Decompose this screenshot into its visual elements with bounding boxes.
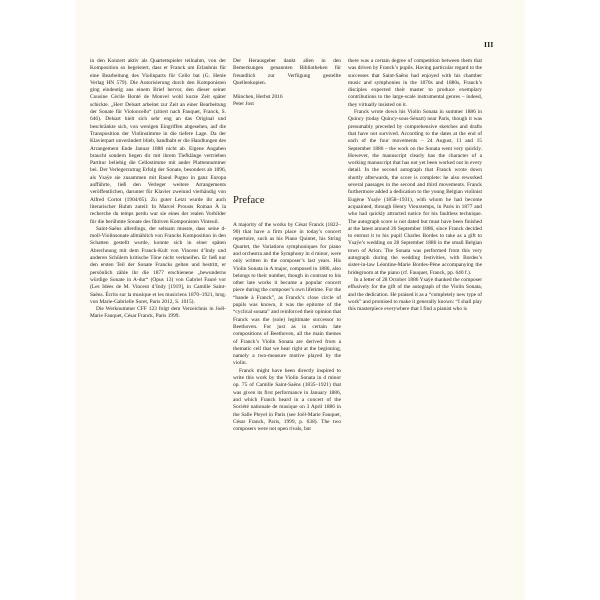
author-name: Peter Jost — [233, 101, 254, 108]
paragraph: Die Werknummer CFF 123 folgt dem Verzeichnis in Joël-Marie Fauquet, César Franck, Paris 1999. — [90, 306, 226, 320]
book-page — [75, 0, 525, 600]
paragraph: Franck wrote down his Violin Sonata in summer 1886 in Quincy (today Quincy-sous-Sénart) near Paris, though it was presumably preceded by comprehensive sketches and drafts that have not survived. According to the dates at the end of each of the four movements – 24 August, 11 and 15 September 1886 – the work on the Sonata went very quickly. However, the manuscript clearly has the character of a working manuscript that has not yet been worked out in every detail. In the second autograph that Franck wrote down shortly afterwards, the score is complete: he also reworked several passages in the second and third movements. Franck furthermore added a dedication to the young Belgian violinist Eugène Ysaÿe (1858–1931), with whom he had become acquainted, through Henry Vieuxtemps, in Paris in 1877 and who had quickly attracted notice for his faultless technique. The autograph score is not dated but must have been finished at the latest around 26 September 1886, since Franck decided to entrust it to his pupil Charles Bordes to take as a gift to Ysaÿe’s wedding on 28 September 1886 in the small Belgian town of Arlon. The Sonata was performed from this very autograph during the wedding festivities, with Bordes’s sister-in-law Léontine-Marie Bordes-Pène accompanying the bridegroom at the piano (cf. Fauquet, Franck, pp. 640 f.). — [348, 109, 482, 276]
paragraph: A majority of the works by César Franck (1822–90) that have a firm place in today’s concert repertoire, such as his Piano Quintet, his String Quartet, the Variations symphoniques for piano and orchestra and the Symphony in d minor, were only written in the composer’s last years. His Violin Sonata in A major, composed in 1886, also belongs to their number, though in contrast to his other late works it became a popular concert piece during the composer’s own lifetime. For the “bande à Franck”, as Franck’s close circle of pupils was known, it was the epitome of the “cyclical sonata” and reinforced their opinion that Franck was the (sole) legitimate successor to Beethoven. For just as in certain late compositions of Beethoven, all the main themes of Franck’s Violin Sonata are derived from a thematic cell that we hear right at the beginning, namely a two-measure motive played by the violin. — [233, 221, 341, 367]
english-text-column — [348, 58, 482, 313]
place-date: München, Herbst 2016 — [233, 94, 283, 101]
section-heading: Preface — [233, 194, 265, 206]
page-number: III — [484, 40, 494, 49]
german-text-column — [90, 58, 226, 321]
paragraph: Saint-Saëns allerdings, der seltsam musste, dass seine d-moll-Violinsonate allmählich von Francks Komposition in den Schatten gestellt wurde, konnte sich in einer späten Abrechnung mit dem Franck-Kult von Vincent d’Indy und anderen Schülern kritische Töne nicht verkneifen. Er ließ nur den ersten Teil der Sonate Francks gelten und bestritt, er persönlich zähle ihr die 1877 erschienene „bewunderns würdige Sonate in A-dur“ (Opus 13) von Gabriel Fauré vor (Les Idées de M. Vincent d’Indy [1919], in Camille Saint-Saëns. Écrits sur la musique et les musiciens 1870–1921, hrsg. von Marie-Gabrielle Soret, Paris 2012, S. 1015). — [90, 225, 226, 305]
signature-block — [233, 94, 341, 109]
paragraph: Der Herausgeber dankt allen in den Bemerkungen genannten Bibliotheken für freundlich zur Verfügung gestellte Quellenkopien. — [233, 58, 341, 86]
middle-text-column — [233, 58, 341, 433]
paragraph: in den Konzert aktiv als Quartettspieler teilnahm, von der Komposition so begeistert, dass er Franck um Erlaubnis für eine Bearbeitung des Violinparts für Cello bat (G. Henle Verlag HN 579). Die Autorisierung durch den Komponisten ging eindeutig aus einem Brief hervor, den dieser seiner Cousine Cécile Bonté de Monvel wohl kurze Zeit später schickte. „Herr Delsart arbeitet zur Zeit an einer Bearbeitung der Sonate für Violoncello“ (zitiert nach Fauquet, Franck, S. 646). Delsart hielt sich sehr eng an das Original und beschränkte sich, von wenigen Eingriffen abgesehen, auf die Transposition der Violinstimme in die tiefere Lage. Da der Klavierpart unverändert blieb, handhabt er die Handlungen des Arrangement Ende Januar 1888 nicht ab. Eigene Angaben braucht sondern liegen dir mit ihrem Tiefklänge vertrieben Partitur beliebig die Cellostimme mit ander Plattennummer bei. Der Verlegerzutrag Erfolg der Sonate, besonders ab 1896, als Ysaÿe sie zusammen mit Raoul Pugno in ganz Europa aufführte, ließ den Verleger weitere Arrangements veröffentlichen, darunter für Klavier zweiund vierhändig von Alfred Cortot (1904/05). Zu guter Letzt wurde ihr auch literarischer Ruhm zuteil: In Marcel Prousts Roman À la recherche du temps perdu war sie eines der realen Vorbilder für die berühmte Sonate des fiktiven Komponisten Vinteuil. — [90, 58, 226, 225]
paragraph: In a letter of 28 October 1886 Ysaÿe thanked the composer effusively for the gift of the autograph of the Violin Sonata, and the dedication. He praised it as a “completely new type of work” and promised to make it generally known: “I shall play this masterpiece everywhere that I find a pianist who is — [348, 276, 482, 313]
paragraph: there was a certain degree of competition between them that was driven by Franck’s pupils. Having particular regard to the successes that Saint-Saëns had enjoyed with his chamber music and symphonies in the 1870s and 1880s, Franck’s disciples expected their master to produce exemplary contributions to the large-scale instrumental genres – indeed, they virtually insisted on it. — [348, 58, 482, 108]
paragraph: Franck might have been directly inspired to write this work by the Violin Sonata in d minor op. 75 of Camille Saint-Saëns (1835–1921) that was given its first performance in January 1886, and which Franck heard in a concert of the Société nationale de musique on 3 April 1886 in the Salle Pleyel in Paris (see Joël-Marie Fauquet, César Franck, Paris, 1999, p. 638). The two composers were not open rivals, but — [233, 367, 341, 433]
